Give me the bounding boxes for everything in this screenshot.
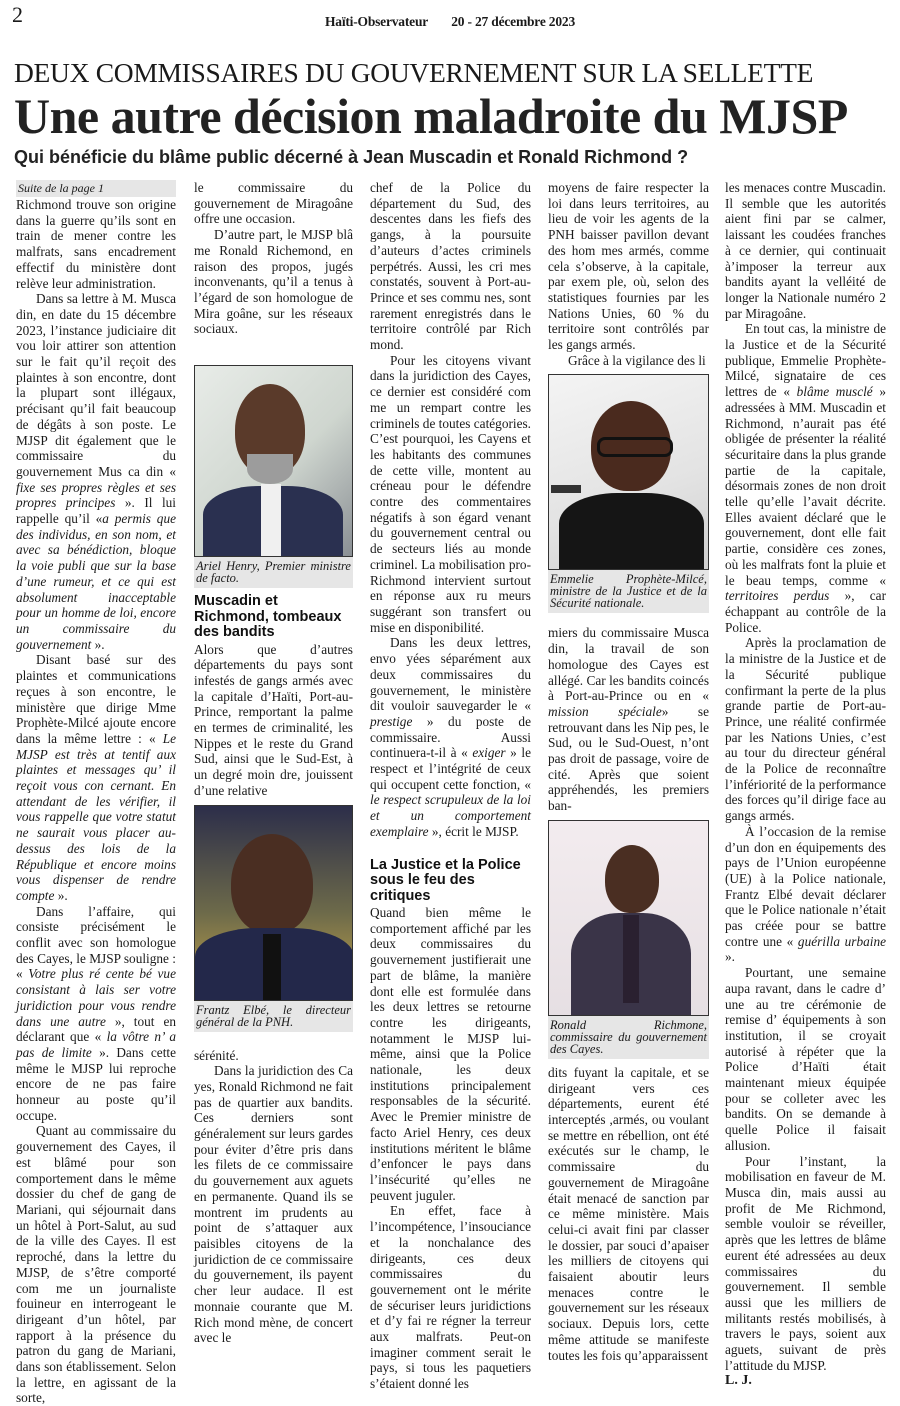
paragraph: Dans les deux lettres, envo yées séparément aux deux commissaires du gouvernement, le ministère dit vouloir sauvegarder le « prestige » du poste de commissaire. Aussi continuera-t-il à « exiger » le respect et l’intégrité de ceux qui occupent cette fonction, « le respect scrupuleux de la loi et un comportement exemplaire », écrit le MJSP. [370,635,531,839]
continued-from-label: Suite de la page 1 [16,180,176,197]
paragraph: sérénité. [194,1047,239,1063]
paragraph: Quand bien même le comportement affiché par les deux commissaires du gouvernement justifierait une part de blâme, la manière dont elle est formulée dans les deux lettres se retourne contre les dirigeants, notamment le MJSP lui-même, ainsi que la Police nationale, les deux institutions principalement responsables de la sécurité. Avec le Premier ministre de facto Ariel Henry, ces deux institutions méritent le blâme d’enfoncer le pays dans l’insécurité qu’elles ne peuvent juguler. [370,905,531,1203]
portrait-dress [559,493,704,569]
section-subhead: Muscadin et Richmond, tombeaux des bandits [194,593,342,641]
paragraph: Dans sa lettre à M. Musca din, en date du 15 décembre 2023, l’instance judiciaire dit vou loir attirer son attention sur le fait qu’il reçoit des plaintes à son encontre, dont la plupart sont illégaux, précisant qu’il fait beaucoup de dégâts à son poste. Le MJSP dit également que le commissaire du gouvernement Mus ca din « fixe ses propres règles et ses propres principes ». Il lui rappelle qu’il «a permis que des individus, en son nom, et avec sa bénédiction, bloque la voie publi que sur la base d’une rumeur, et ce qui est absolument inacceptable pour un homme de loi, encore un commissaire du gouvernement ». [16,291,176,652]
paragraph: Pour les citoyens vivant dans la juridiction des Cayes, ce dernier est considéré com me un rempart contre les criminels de toutes catégories. C’est pourquoi, les Cayens et les habitants des communes de cette ville, montent au créneau pour le défendre contre des commentaires négatifs à son égard venant du gouvernement central ou de secteurs liés au monde criminel. La mobilisation pro-Richmond intervient surtout en réponse aux ru meurs suggérant son transfert ou mise en disponibilité. [370,352,531,635]
issue-date: 20 - 27 décembre 2023 [451,14,576,29]
paragraph: Richmond trouve son origine dans la guerre qu’ils sont en train de mener contre les malfrats, sans encadrement effectif du ministère dont relève leur administration. [16,197,176,291]
paragraph: À l’occasion de la remise d’un don en équipements des pays de l’Union européenne (UE) à la Police nationale, Frantz Elbé devait déclarer que le Police nationale n’était pas créée pour se battre contre une « guérilla urbaine ». [725,823,887,965]
page-number: 2 [12,2,23,27]
paragraph: En tout cas, la ministre de la Justice et de la Sécurité publique, Emmelie Prophète-Milcé, signataire de ces lettres de « blâme musclé » adressées à MM. Muscadin et Richmond, n’aurait pas été obligée de présenter la réalité sécuritaire dans la plus grande partie de la capitale, désormais zones de non droit telle qu’elle l’avait décrite. Elles avaient déclaré que le gouvernement, dont elle fait partie, considère ces zones, où les malfrats font la pluie et le beau temps, comme « territoires perdus », car échappant au contrôle de la Police. [725,321,886,635]
masthead [0,14,900,30]
paragraph: dits fuyant la capitale, et se dirigeant vers ces départements, eurent été interceptés ,armés, ou voulant se mettre en rébellion, ont été exécutés sur le champ, le commissaire du gouvernement de Miragoâne était menacé de sanction par ce même ministère. Mais celui-ci avait fini par classer le dossier, par souci d’apaiser les milliers de citoyens qui faisaient aboutir leurs menaces contre le gouvernement sur les réseaux sociaux. Depuis lors, cette même attitude se manifeste toutes les fois qu’apparaissent [548,1064,709,1363]
paragraph: D’autre part, le MJSP blâ me Ronald Richemond, en raison des propos, jugés inconvenants, qu’il a tenus à l’égard de son homologue de Mira goâne, sur les réseaux sociaux. [194,227,353,337]
portrait-shirt [261,484,281,556]
paragraph: Pourtant, une semaine aupa ravant, dans le cadre d’ une au tre cérémonie de remise d’ équipements à son institution, il se croyait autorisé à répéter que la Police d’Haïti était maintenant mieux équipée pour se colleter avec les bandits. On se demande à quelle Police il faisait allusion. [725,965,886,1153]
paragraph: Dans la juridiction des Ca yes, Ronald Richmond ne fait pas de quartier aux bandits. Ces derniers sont généralement sur leurs gardes pour éviter d’être pris dans les filets de ce commissaire du gouvernement aux aguets en permanente. Quand ils se montrent im prudents au point de s’attaquer aux paisibles citoyens de la juridiction de ce commissaire du gouvernement, ils payent cher leur audace. Il est monnaie courante que M. Rich mond mène, de concert avec le [194,1063,353,1346]
article-column-5 [725,180,886,1389]
article-headline: Une autre décision maladroite du MJSP [14,88,848,144]
photo-caption: Ariel Henry, Premier ministre de facto. [194,557,353,588]
paragraph: les menaces contre Muscadin. Il semble que les autorités aient fini par se calmer, laissant les coudées franches à ce dernier, qui continuait à’imposer la terreur aux bandits ayant la velléité de longer la Nationale numéro 2 par Miragoâne. [725,180,886,321]
portrait-tie [623,915,639,1003]
photo-ronald-richmond [548,820,709,1016]
portrait-tie [263,934,281,1000]
paragraph: Grâce à la vigilance des li [568,352,706,368]
paragraph: moyens de faire respecter la loi dans leurs territoires, au lieu de voir les agents de la PNH baisser pavillon devant des hom mes armés, comme cela s’observe, à la capitale, par exem ple, où, selon des statistiques fournies par les Nations Unies, 60 % du territoire sont contrôlés par les gangs armés. [548,180,709,353]
portrait-microphone [551,485,581,493]
portrait-beard [247,454,293,484]
article-kicker: DEUX COMMISSAIRES DU GOUVERNEMENT SUR LA SELLETTE [14,57,814,88]
paragraph: En effet, face à l’incompétence, l’insouciance et la nonchalance des dirigeants, ces deux commissaires du gouvernement ont le mérite de sécuriser leurs juridictions et d’y fai re régner la terreur aux malfrats. Peut-on imaginer comment serait le pays, si tous les paquetiers s’étaient donné les [370,1203,531,1392]
photo-ariel-henry [194,365,353,557]
photo-caption: Ronald Richmone, commissaire du gouvernement des Cayes. [548,1016,709,1059]
photo-frantz-elbe [194,805,353,1001]
paragraph: Quant au commissaire du gouvernement des Cayes, il est blâmé pour son comportement dans le même dossier du chef de gang de Mariani, qui séjournait dans un hôtel à Port-Salut, au sud de la ville des Cayes. Il est reproché, dans la lettre du MJSP, de s’être comporté com me un journaliste fouineur en interrogeant le dirigeant d’un hôtel, par rapport à la présence du patron du gang de Mariani, dans son établissement. Selon la lettre, en agissant de la sorte, [16,1123,176,1406]
portrait-head [231,834,313,934]
photo-emmelie-prophete-milce [548,374,709,570]
publication-name: Haïti-Observateur [324,14,429,29]
paragraph: Pour l’instant, la mobilisation en faveur de M. Musca din, mais aussi au profit de Me Richmond, semble vouloir se réveiller, après que les lettres de blâme eurent été adressées au deux commissaires du gouvernement. Il semble aussi que les milliers de militants restés mobilisés, à travers le pays, soient aux aguets, suivant de près l’attitude du MJSP. [725,1153,886,1373]
paragraph: chef de la Police du département du Sud, des descentes dans les fiefs des gangs, à la poursuite d’auteurs d’actes criminels perpétrés. Aussi, les cri mes constatés, souvent à Port-au-Prince et ses commu nes, sont rarement enregistrés dans le territoire contrôlé par Rich mond. [370,180,531,353]
paragraph: Dans l’affaire, qui consiste précisément le conflit avec son homologue des Cayes, le MJSP souligne : « Votre plus ré cente bé vue consistant à lais ser votre juridiction pour vous rendre dans une autre », tout en déclarant que « la vôtre n’ a pas de limite ». Dans cette même le MJSP lui reproche encore de ne pas faire honneur au poste qu’il occupe. [16,903,176,1123]
section-subhead: La Justice et la Police sous le feu des critiques [370,856,521,904]
article-column-4 [548,180,709,1363]
paragraph: Alors que d’autres départements du pays sont infestés de gangs armés avec la capitale d’Haïti, Port-au-Prince, remportant la palme en termes de criminalité, les Nippes et le reste du Grand Sud, ainsi que le Sud-Est, à un degré moin dre, jouissent d’une relative [194,641,353,798]
article-column-3 [370,180,531,1392]
paragraph: miers du commissaire Musca din, la travail de son homologue des Cayes est allégé. Car les bandits coincés à Port-au-Prince ou en « mission spéciale» se retrouvant dans les Nip pes, le Sud, ou le Sud-Ouest, n’ont pas droit de passage, voire de cité. Après que soient appréhendés, les premiers ban- [548,625,709,814]
paragraph: le commissaire du gouvernement de Miragoâne offre une occasion. [194,180,353,227]
article-deck: Qui bénéficie du blâme public décerné à Jean Muscadin et Ronald Richmond ? [14,147,689,167]
article-column-2 [194,180,353,1346]
photo-caption: Emmelie Prophète-Milcé, ministre de la Justice et de la Sécurité nationale. [548,570,709,613]
portrait-glasses [597,437,673,457]
article-column-1 [16,180,176,1406]
author-signature: L. J. [725,1373,752,1389]
photo-caption: Frantz Elbé, le directeur général de la PNH. [194,1001,353,1032]
paragraph: Disant basé sur des plaintes et communications reçues à son encontre, le ministère que dirige Mme Prophète-Milcé ajoute encore dans la même lettre : « Le MJSP est très at tentif aux plaintes et messages qu’ il reçoit vous con cernant. En attendant de les vérifier, il vous rappelle que votre statut ne saurait vous placer au-dessus des lois de la République et encore moins vous dispenser de rendre compte ». [16,652,176,903]
paragraph: Après la proclamation de la ministre de la Justice et de la Sécurité publique confirmant la perte de la plus grande partie de Port-au-Prince, une réalité confirmée par les Nations Unies, c’est au tour du directeur général de la Police de reconnaître l’infériorité de la performance des forces qu’il dirige face au gangs armés. [725,635,886,824]
portrait-head [605,845,659,913]
